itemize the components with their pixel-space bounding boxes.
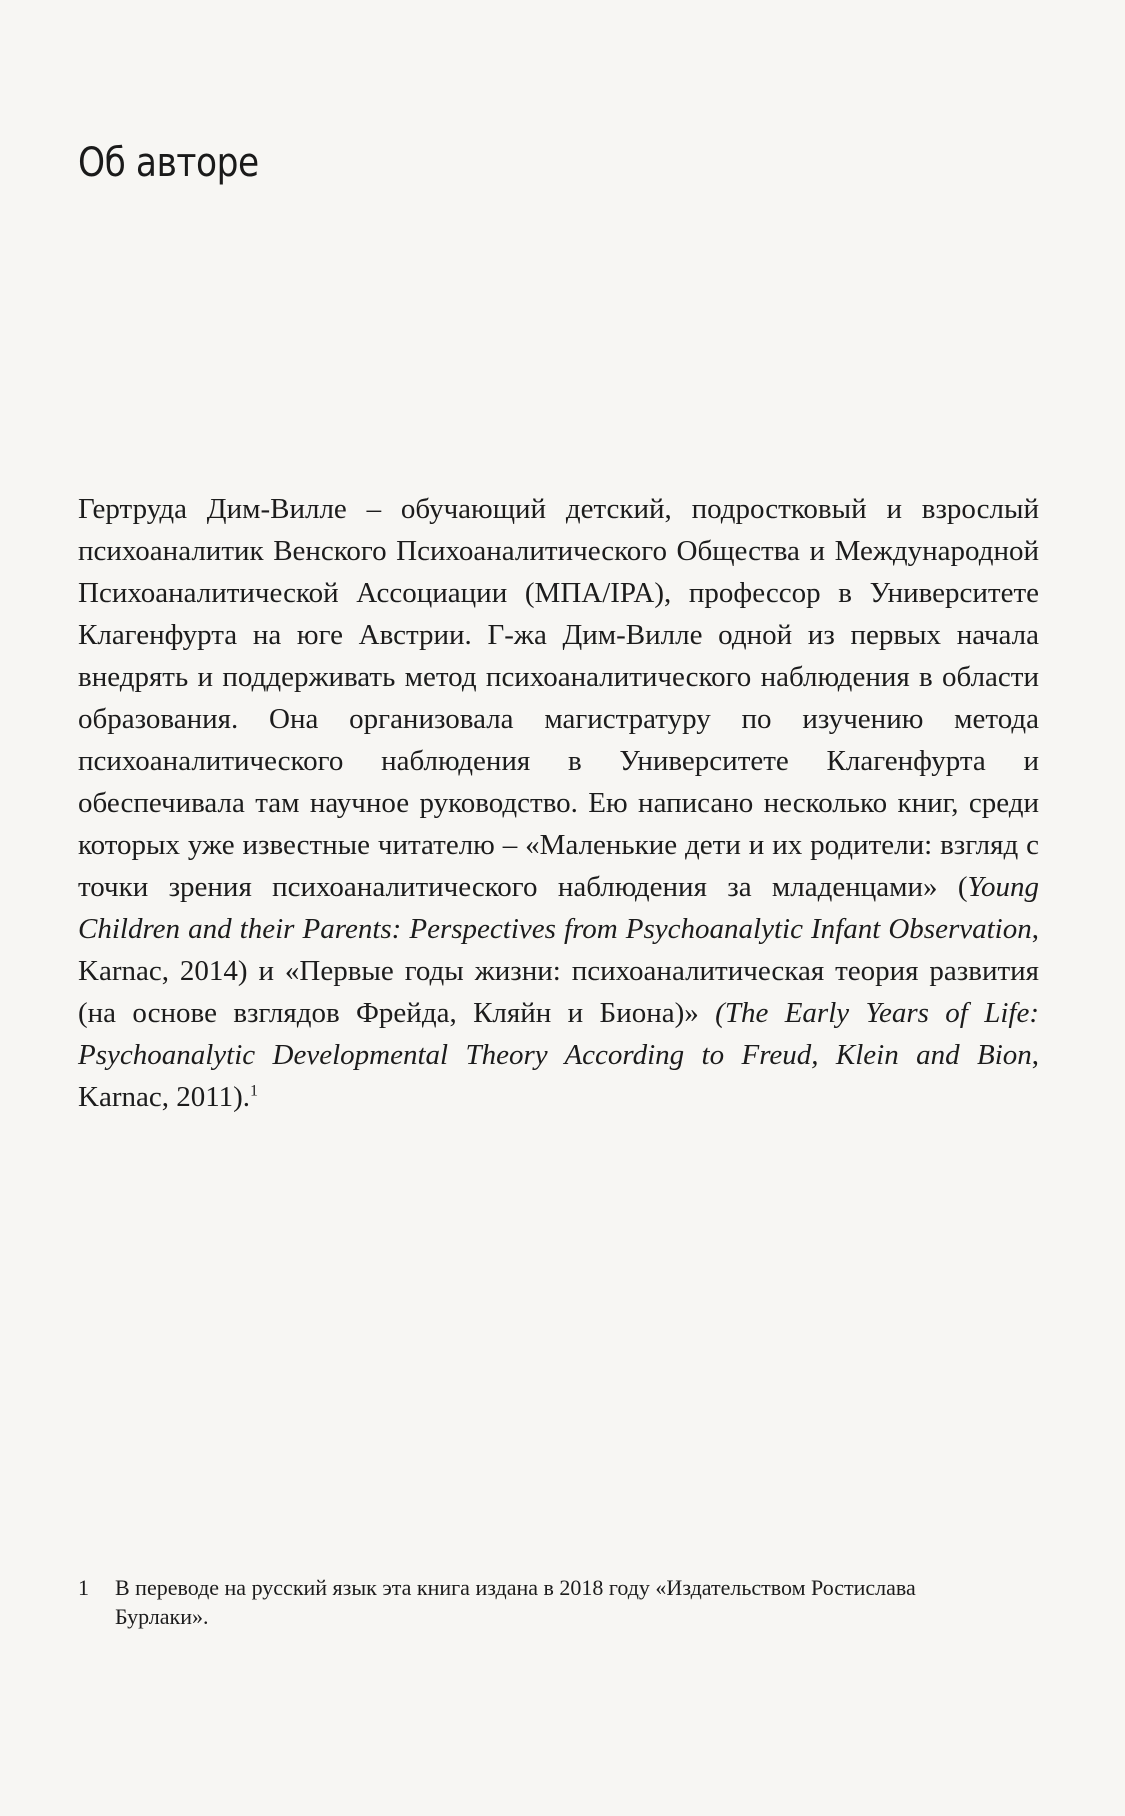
footnote-number: 1 (78, 1575, 89, 1600)
author-bio-paragraph (78, 488, 1039, 1118)
book-title-early-years: (The Early Years of Life: Psychoanalytic Developmental Theory According to Freud, Klein and Bion (78, 997, 1039, 1071)
footnote-reference: 1 (250, 1082, 259, 1100)
page-title: Об авторе (78, 140, 259, 186)
footnote (78, 1573, 1039, 1631)
bio-text-part-1: Гертруда Дим-Вилле – обучающий детский, подростковый и взрослый психоаналитик Венского Психоаналитического Общества и Международной Психоаналитической Ассоциации (МПА/IPA), профессор в Университете Клагенфурта на юге Австрии. Г-жа Дим-Вилле одной из первых начала внедрять и поддерживать метод психоаналитического наблюдения в области образования. Она организовала магистратуру по изучению метода психоаналитического наблюдения в Университете Клагенфурта и обеспечивала там научное руководство. Ею написано несколько книг, среди которых уже известные читателю – «Маленькие дети и их родители: взгляд с точки зрения психоаналитического наблюдения за младенцами» ( (78, 493, 1039, 903)
footnote-text: В переводе на русский язык эта книга издана в 2018 году «Издательством Ростислава Бурлаки». (115, 1575, 916, 1629)
bio-text-part-2: , Karnac, 2014) и «Первые годы жизни: психоаналитическая теория развития (на основе взглядов Фрейда, Кляйн и Биона)» (78, 913, 1039, 1029)
book-title-young-children: Young Children and their Parents: Perspectives from Psychoanalytic Infant Observation (78, 871, 1039, 945)
bio-text-part-3: , Karnac, 2011). (78, 1039, 1039, 1113)
